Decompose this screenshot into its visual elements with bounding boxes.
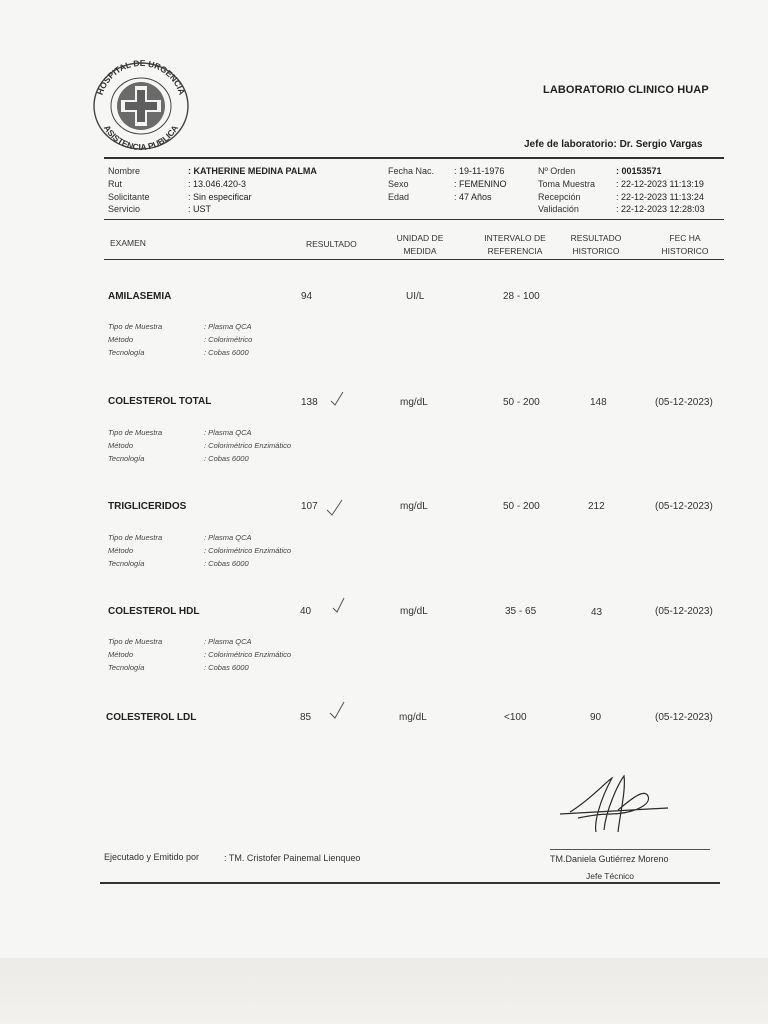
tecnologia-value: : Cobas 6000 — [204, 663, 249, 672]
servicio-label: Servicio — [108, 204, 141, 214]
toma-label: Toma Muestra — [538, 179, 596, 189]
col-resultado: RESULTADO — [306, 239, 357, 249]
exam-name: AMILASEMIA — [108, 291, 172, 302]
exam-unit: mg/dL — [399, 712, 427, 723]
exam-unit: mg/dL — [400, 501, 428, 512]
tipo-muestra-label: Tipo de Muestra — [108, 637, 163, 646]
exam-range: <100 — [504, 712, 527, 723]
tecnologia-label: Tecnología — [108, 559, 145, 568]
tecnologia-label: Tecnología — [108, 454, 145, 463]
exam-result: 85 — [300, 712, 312, 723]
exam-range: 28 - 100 — [503, 291, 540, 302]
tipo-muestra-value: : Plasma QCA — [204, 637, 252, 646]
exam-result: 107 — [301, 501, 318, 512]
tipo-muestra-label: Tipo de Muestra — [108, 533, 163, 542]
exam-hist-result: 90 — [590, 712, 602, 723]
exam-name: COLESTEROL LDL — [106, 712, 197, 723]
nombre-value: : KATHERINE MEDINA PALMA — [188, 166, 317, 176]
rut-value: : 13.046.420-3 — [188, 179, 247, 189]
tecnologia-value: : Cobas 6000 — [204, 454, 249, 463]
lab-title: LABORATORIO CLINICO HUAP — [543, 84, 709, 96]
exam-name: TRIGLICERIDOS — [108, 501, 187, 512]
check-mark-icon — [328, 389, 348, 409]
recepcion-label: Recepción — [538, 192, 581, 202]
exam-result: 40 — [300, 606, 312, 617]
signature-line — [550, 849, 710, 850]
exam-result: 138 — [301, 397, 318, 408]
edad-label: Edad — [388, 192, 410, 202]
exam-range: 35 - 65 — [505, 606, 537, 617]
metodo-label: Método — [108, 335, 134, 344]
tipo-muestra-label: Tipo de Muestra — [108, 322, 163, 331]
footer-rule — [100, 882, 720, 884]
validacion-label: Validación — [538, 204, 579, 214]
tipo-muestra-value: : Plasma QCA — [204, 533, 252, 542]
exam-hist-result: 212 — [588, 501, 605, 512]
tecnologia-value: : Cobas 6000 — [204, 348, 249, 357]
exam-unit: mg/dL — [400, 606, 428, 617]
solicitante-value: : Sin especificar — [188, 192, 252, 202]
svg-text:ASISTENCIA PUBLICA: ASISTENCIA PUBLICA — [101, 123, 181, 152]
edad-value: : 47 Años — [454, 192, 492, 202]
metodo-value: : Colorimétrico Enzimático — [204, 441, 292, 450]
toma-value: : 22-12-2023 11:13:19 — [616, 179, 704, 189]
exam-hist-result: 148 — [590, 397, 607, 408]
fecha-nac-value: : 19-11-1976 — [454, 166, 505, 176]
header-top-rule — [104, 157, 724, 159]
orden-value: : 00153571 — [616, 166, 662, 176]
solicitante-label: Solicitante — [108, 192, 150, 202]
exam-hist-result: 43 — [591, 607, 603, 618]
signer-title: Jefe Técnico — [586, 871, 635, 881]
exam-hist-date: (05-12-2023) — [655, 397, 713, 408]
exam-name: COLESTEROL TOTAL — [108, 396, 212, 407]
exam-hist-date: (05-12-2023) — [655, 606, 713, 617]
recepcion-value: : 22-12-2023 11:13:24 — [616, 192, 704, 202]
handwritten-signature — [560, 770, 670, 840]
check-mark-icon — [325, 497, 345, 517]
metodo-label: Método — [108, 441, 134, 450]
col-intervalo: INTERVALO DE REFERENCIA — [484, 233, 546, 256]
col-fecha-historico: FEC HA HISTORICO — [661, 233, 709, 256]
metodo-value: : Colorimétrico Enzimático — [204, 546, 292, 555]
metodo-label: Método — [108, 546, 134, 555]
ejecutado-value: : TM. Cristofer Painemal Lienqueo — [224, 853, 361, 863]
metodo-value: : Colorimétrico — [204, 335, 253, 344]
col-examen: EXAMEN — [110, 238, 146, 248]
ejecutado-label: Ejecutado y Emitido por — [104, 852, 200, 862]
fecha-nac-label: Fecha Nac. — [388, 166, 435, 176]
signer-name: TM.Daniela Gutiérrez Moreno — [550, 854, 669, 864]
col-unidad: UNIDAD DE MEDIDA — [396, 233, 444, 256]
exam-result: 94 — [301, 291, 313, 302]
tipo-muestra-label: Tipo de Muestra — [108, 428, 163, 437]
table-top-rule — [104, 219, 724, 220]
orden-label: Nº Orden — [538, 166, 576, 176]
exam-hist-date: (05-12-2023) — [655, 501, 713, 512]
exam-range: 50 - 200 — [503, 501, 540, 512]
metodo-value: : Colorimétrico Enzimático — [204, 650, 292, 659]
nombre-label: Nombre — [108, 166, 141, 176]
col-resultado-historico: RESULTADO HISTORICO — [570, 233, 622, 256]
tipo-muestra-value: : Plasma QCA — [204, 428, 252, 437]
tipo-muestra-value: : Plasma QCA — [204, 322, 252, 331]
sexo-label: Sexo — [388, 179, 409, 189]
background-surface — [0, 958, 768, 1024]
exam-hist-date: (05-12-2023) — [655, 712, 713, 723]
exam-unit: mg/dL — [400, 397, 428, 408]
exam-name: COLESTEROL HDL — [108, 606, 200, 617]
table-header-rule — [104, 259, 724, 260]
tecnologia-label: Tecnología — [108, 663, 145, 672]
exam-unit: UI/L — [406, 291, 425, 302]
servicio-value: : UST — [188, 204, 212, 214]
check-mark-icon — [330, 596, 350, 616]
validacion-value: : 22-12-2023 12:28:03 — [616, 204, 705, 214]
svg-text:HOSPITAL DE URGENCIA: HOSPITAL DE URGENCIA — [94, 60, 188, 97]
hospital-seal-logo — [87, 60, 195, 152]
rut-label: Rut — [108, 179, 123, 189]
tecnologia-value: : Cobas 6000 — [204, 559, 249, 568]
tecnologia-label: Tecnología — [108, 348, 145, 357]
check-mark-icon — [328, 700, 348, 720]
exam-range: 50 - 200 — [503, 397, 540, 408]
sexo-value: : FEMENINO — [454, 179, 507, 189]
metodo-label: Método — [108, 650, 134, 659]
lab-chief: Jefe de laboratorio: Dr. Sergio Vargas — [524, 139, 703, 150]
